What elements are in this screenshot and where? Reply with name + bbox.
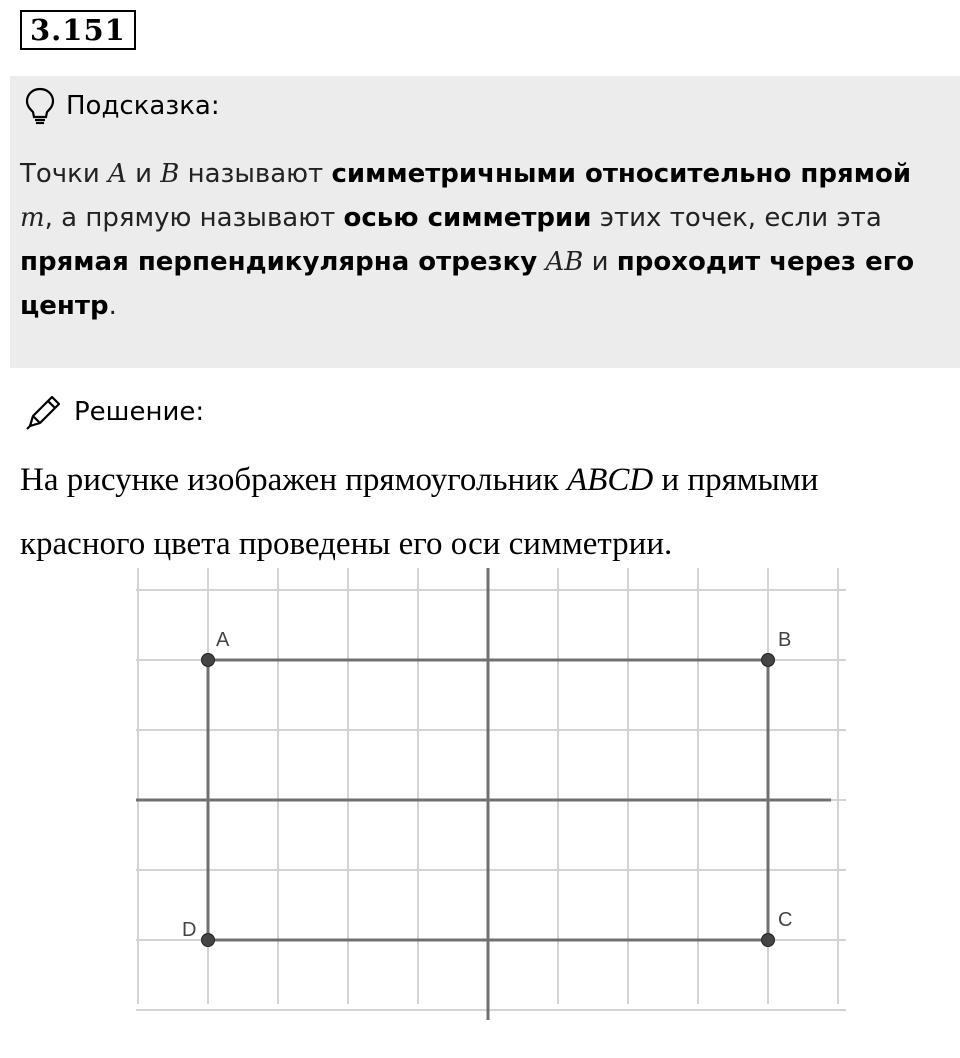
solution-text: На рисунке изображен прямоугольник ABCD и прямыми красного цвета проведены его оси симметрии. — [20, 462, 819, 562]
grid — [136, 568, 846, 1010]
point-label-a: A — [216, 629, 230, 651]
hint-text: Точки A и B называют симметричными относительно прямой m, а прямую называют осью симметрии этих точек, если эта прямая перпендикулярна отрезку AB и проходит через его центр. — [20, 159, 915, 321]
point-label-c: C — [778, 909, 793, 931]
point-a — [202, 654, 215, 667]
point-d — [202, 934, 215, 947]
solution-heading-label: Решение: — [74, 397, 205, 427]
problem-number: 3.151 — [20, 10, 136, 50]
symmetry-axes — [136, 568, 831, 1020]
point-b — [762, 654, 775, 667]
point-c — [762, 934, 775, 947]
hint-heading-label: Подсказка: — [66, 91, 220, 121]
point-label-b: B — [778, 629, 792, 651]
point-label-d: D — [182, 919, 197, 941]
